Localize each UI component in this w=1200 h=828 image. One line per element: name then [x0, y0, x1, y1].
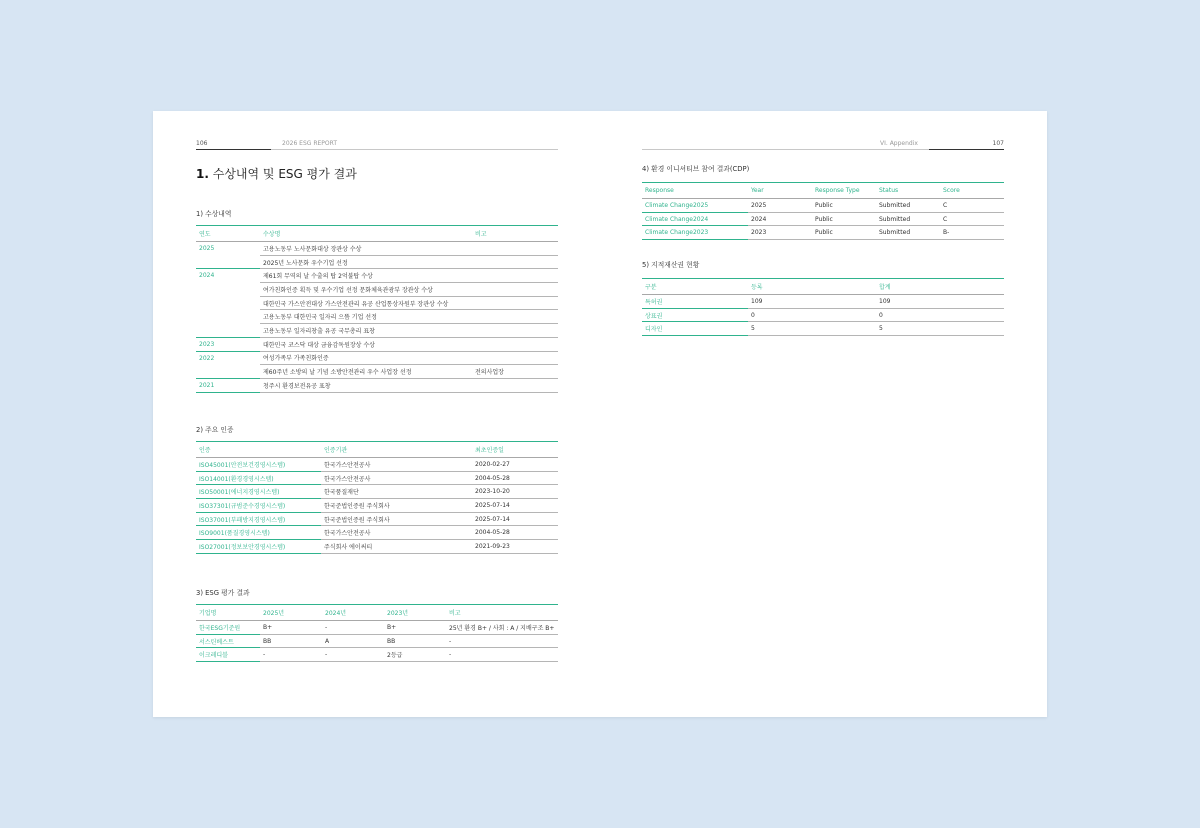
awards-row	[196, 337, 558, 351]
cdp-cell: Public	[812, 199, 876, 213]
certs-cell: ISO37301(규범준수경영시스템)	[196, 499, 321, 513]
certs-cell: 한국품질재단	[321, 485, 472, 499]
awards-cell	[472, 310, 558, 324]
awards-cell: 2024	[199, 272, 215, 280]
awards-row	[196, 324, 558, 338]
awards-row	[196, 255, 558, 269]
awards-cell	[472, 378, 558, 392]
awards-row	[196, 242, 558, 256]
page-title	[196, 165, 357, 182]
certs-cell: 한국가스안전공사	[321, 471, 472, 485]
certs-cell: 2025-07-14	[472, 499, 558, 513]
esg-cell: -	[260, 648, 322, 662]
certs-row	[196, 485, 558, 499]
cdp-cell: 2023	[748, 226, 812, 240]
esg-cell: 이크레디블	[196, 648, 260, 662]
esg-cell: 2등급	[384, 648, 446, 662]
certs-row	[196, 458, 558, 472]
certs-cell: 2020-02-27	[472, 458, 558, 472]
awards-cell	[472, 296, 558, 310]
right-running-head	[642, 139, 1004, 150]
awards-cell: 2021	[196, 378, 260, 392]
cdp-cell: Climate Change2025	[642, 199, 748, 213]
esg-cell: -	[446, 634, 558, 648]
ip-header-1: 등록	[748, 279, 876, 295]
page-number-right: 107	[992, 140, 1004, 147]
ip-row	[642, 308, 1004, 322]
ip-row	[642, 295, 1004, 309]
ip-cell: 0	[876, 308, 1004, 322]
ip-row	[642, 322, 1004, 336]
awards-header-0: 연도	[196, 226, 260, 242]
certs-cell: 한국준법인증원 주식회사	[321, 512, 472, 526]
awards-row	[196, 283, 558, 297]
awards-cell: 전의사업장	[472, 365, 558, 379]
esg-cell: BB	[260, 634, 322, 648]
awards-header-1: 수상명	[260, 226, 472, 242]
awards-cell	[196, 310, 260, 324]
awards-cell: 고용노동부 노사문화대상 장관상 수상	[260, 242, 472, 256]
esg-header-1: 2025년	[260, 605, 322, 621]
page-title-number: 1.	[196, 167, 209, 181]
awards-cell	[472, 283, 558, 297]
esg-cell: 서스틴베스트	[196, 634, 260, 648]
ip-cell: 특허권	[642, 295, 748, 309]
awards-cell	[196, 283, 260, 297]
right-page	[642, 111, 1004, 717]
awards-cell	[472, 337, 558, 351]
awards-cell: 2025	[199, 245, 215, 253]
awards-cell	[196, 365, 260, 379]
certs-row	[196, 526, 558, 540]
cdp-cell: C	[940, 199, 1004, 213]
awards-cell: 여가친화인증 획득 및 우수기업 선정 문화체육관광부 장관상 수상	[260, 283, 472, 297]
certs-cell: ISO37001(부패방지경영시스템)	[196, 512, 321, 526]
cdp-cell: Submitted	[876, 199, 940, 213]
awards-cell: 2023	[196, 337, 260, 351]
cdp-header-1: Year	[748, 183, 812, 199]
esg-row	[196, 621, 558, 635]
report-spread	[153, 111, 1047, 717]
certs-row	[196, 499, 558, 513]
running-title-left: 2026 ESG REPORT	[282, 140, 338, 147]
awards-cell: 대한민국 코스닥 대상 금융감독원장상 수상	[260, 337, 472, 351]
esg-cell: B+	[384, 621, 446, 635]
awards-cell: 제60주년 소방의 날 기념 소방안전관리 우수 사업장 선정	[260, 365, 472, 379]
certs-cell: 2004-05-28	[472, 471, 558, 485]
left-page	[196, 111, 558, 717]
awards-cell: 제61회 무역의 날 수출의 탑 2억불탑 수상	[260, 269, 472, 283]
awards-cell	[472, 242, 558, 256]
esg-cell: 25년 환경 B+ / 사회 : A / 지배구조 B+	[446, 621, 558, 635]
certs-cell: 주식회사 에이써티	[321, 540, 472, 554]
esg-header-3: 2023년	[384, 605, 446, 621]
cdp-cell: Submitted	[876, 212, 940, 226]
ip-heading: 5) 지적재산권 현황	[642, 261, 700, 269]
cdp-cell: Climate Change2023	[642, 226, 748, 240]
awards-row	[196, 351, 558, 365]
certs-cell: 한국가스안전공사	[321, 526, 472, 540]
certs-cell: 2023-10-20	[472, 485, 558, 499]
awards-row	[196, 296, 558, 310]
cdp-cell: 2025	[748, 199, 812, 213]
cdp-table	[642, 182, 1004, 240]
awards-cell	[196, 296, 260, 310]
esg-cell: -	[446, 648, 558, 662]
awards-cell	[196, 255, 260, 269]
certs-cell: 2004-05-28	[472, 526, 558, 540]
cdp-heading: 4) 환경 이니셔티브 참여 결과(CDP)	[642, 165, 750, 173]
awards-heading: 1) 수상내역	[196, 210, 232, 218]
cdp-cell: C	[940, 212, 1004, 226]
esg-cell: -	[322, 621, 384, 635]
cdp-header-4: Score	[940, 183, 1004, 199]
ip-cell: 디자인	[642, 322, 748, 336]
awards-header-2: 비고	[472, 226, 558, 242]
certs-cell: ISO9001(품질경영시스템)	[196, 526, 321, 540]
certs-row	[196, 540, 558, 554]
esg-cell: A	[322, 634, 384, 648]
awards-cell: 고용노동부 대한민국 일자리 으뜸 기업 선정	[260, 310, 472, 324]
ip-cell: 109	[748, 295, 876, 309]
certs-header-2: 최초인증일	[472, 442, 558, 458]
ip-cell: 상표권	[642, 308, 748, 322]
esg-heading: 3) ESG 평가 결과	[196, 589, 250, 597]
cdp-cell: Public	[812, 212, 876, 226]
esg-cell: BB	[384, 634, 446, 648]
awards-table	[196, 225, 558, 393]
esg-cell: 한국ESG기준원	[196, 621, 260, 635]
awards-cell	[472, 255, 558, 269]
ip-cell: 5	[748, 322, 876, 336]
awards-cell: 고용노동부 일자리창출 유공 국무총리 표창	[260, 324, 472, 338]
certs-row	[196, 471, 558, 485]
esg-row	[196, 634, 558, 648]
certs-cell: ISO27001(정보보안경영시스템)	[196, 540, 321, 554]
awards-cell: 2025년 노사문화 우수기업 선정	[260, 255, 472, 269]
certs-table	[196, 441, 558, 554]
certs-row	[196, 512, 558, 526]
awards-row	[196, 310, 558, 324]
awards-cell: 2022	[199, 354, 215, 362]
esg-cell: -	[322, 648, 384, 662]
ip-header-0: 구분	[642, 279, 748, 295]
certs-cell: 한국준법인증원 주식회사	[321, 499, 472, 513]
awards-cell: 청주시 환경보전유공 표창	[260, 378, 472, 392]
awards-cell	[472, 324, 558, 338]
esg-header-4: 비고	[446, 605, 558, 621]
ip-table	[642, 278, 1004, 336]
page-number-bar	[196, 149, 271, 151]
certs-cell: 2025-07-14	[472, 512, 558, 526]
certs-header-1: 인증기관	[321, 442, 472, 458]
cdp-row	[642, 226, 1004, 240]
cdp-header-0: Response	[642, 183, 748, 199]
cdp-cell: Submitted	[876, 226, 940, 240]
awards-row	[196, 269, 558, 283]
cdp-cell: 2024	[748, 212, 812, 226]
awards-row	[196, 365, 558, 379]
certs-cell: ISO45001(안전보건경영시스템)	[196, 458, 321, 472]
certs-cell: 2021-09-23	[472, 540, 558, 554]
awards-cell: 여성가족부 가족친화인증	[260, 351, 472, 365]
awards-cell: 대한민국 가스안전대상 가스안전관리 유공 산업통상자원부 장관상 수상	[260, 296, 472, 310]
awards-cell	[196, 324, 260, 338]
running-title-right: VI. Appendix	[880, 140, 918, 147]
left-running-head	[196, 139, 558, 150]
esg-header-2: 2024년	[322, 605, 384, 621]
ip-header-2: 합계	[876, 279, 1004, 295]
awards-cell	[472, 269, 558, 283]
cdp-cell: Climate Change2024	[642, 212, 748, 226]
certs-heading: 2) 주요 인증	[196, 426, 234, 434]
page-title-text: 수상내역 및 ESG 평가 결과	[212, 167, 357, 181]
esg-cell: B+	[260, 621, 322, 635]
awards-cell	[472, 351, 558, 365]
cdp-row	[642, 199, 1004, 213]
certs-cell: ISO14001(환경경영시스템)	[196, 471, 321, 485]
cdp-header-3: Status	[876, 183, 940, 199]
page-number-left: 106	[196, 140, 208, 147]
esg-table	[196, 604, 558, 662]
certs-cell: 한국가스안전공사	[321, 458, 472, 472]
esg-row	[196, 648, 558, 662]
certs-cell: ISO50001(에너지경영시스템)	[196, 485, 321, 499]
esg-header-0: 기업명	[196, 605, 260, 621]
cdp-cell: Public	[812, 226, 876, 240]
ip-cell: 109	[876, 295, 1004, 309]
ip-cell: 0	[748, 308, 876, 322]
ip-cell: 5	[876, 322, 1004, 336]
page-number-bar	[929, 149, 1004, 151]
awards-row	[196, 378, 558, 392]
certs-header-0: 인증	[196, 442, 321, 458]
cdp-cell: B-	[940, 226, 1004, 240]
cdp-row	[642, 212, 1004, 226]
cdp-header-2: Response Type	[812, 183, 876, 199]
